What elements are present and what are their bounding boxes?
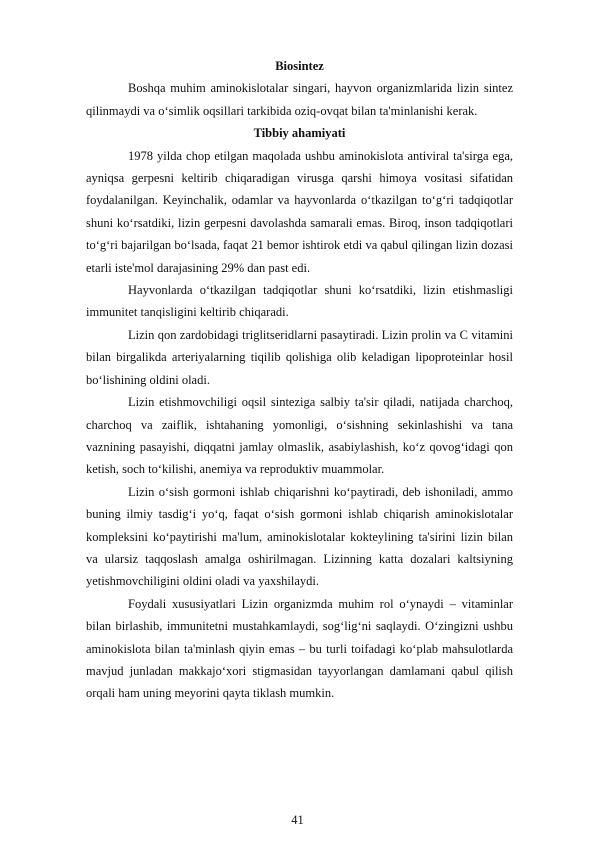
- paragraph: Lizin etishmovchiligi oqsil sinteziga salbiy ta'sir qiladi, natijada charchoq, charchoq va zaiflik, ishtahaning yomonligi, o‘sishning sekinlashishi va tana vaznining pasayishi, diqqatni jamlay olmaslik, asabiylashish, ko‘z qovog‘idagi qon ketish, soch to‘kilishi, anemiya va reproduktiv muammolar.: [86, 395, 513, 477]
- section-heading-biosintez: Biosintez: [275, 59, 324, 73]
- paragraph: 1978 yilda chop etilgan maqolada ushbu aminokislota antiviral ta'sirga ega, ayniqsa gerpesni keltirib chiqaradigan virusga qarshi himoya vositasi sifatidan foydalanilgan. Keyinchalik, odamlar va hayvonlarda o‘tkazilgan to‘g‘ri tadqiqotlar shuni ko‘rsatdiki, lizin gerpesni davolashda samarali emas. Biroq, inson tadqiqotlari to‘g‘ri bajarilgan bo‘lsada, faqat 21 bemor ishtirok etdi va qabul qilingan lizin dozasi etarli iste'mol darajasining 29% dan past edi.: [86, 148, 513, 275]
- paragraph: Boshqa muhim aminokislotalar singari, hayvon organizmlarida lizin sintez qilinmaydi va o‘simlik oqsillari tarkibida oziq-ovqat bilan ta'minlanishi kerak.: [86, 81, 513, 118]
- paragraph: Lizin qon zardobidagi triglitseridlarni pasaytiradi. Lizin prolin va C vitamini bilan birgalikda arteriyalarning tiqilib qolishiga olib keladigan lipoproteinlar hosil bo‘lishining oldini oladi.: [86, 327, 513, 387]
- paragraph: Lizin o‘sish gormoni ishlab chiqarishni ko‘paytiradi, deb ishoniladi, ammo buning ilmiy tasdig‘i yo‘q, faqat o‘sish gormoni ishlab chiqarish aminokislotalar kompleksini ko‘paytirishi ma'lum, aminokislotalar kokteylining ta'sirini lizin bilan va ularsiz taqqoslash amalga oshirilmagan. Lizinning katta dozalari kaltsiyning yetishmovchiligini oldini oladi va yaxshilaydi.: [86, 484, 513, 589]
- paragraph: Foydali xususiyatlari Lizin organizmda muhim rol o‘ynaydi – vitaminlar bilan birlashib, immunitetni mustahkamlaydi, sog‘lig‘ni saqlaydi. O‘zingizni ushbu aminokislota bilan ta'minlash qiyin emas – bu turli toifadagi ko‘plab mahsulotlarda mavjud junladan makkajo‘xori stigmasidan tayyorlangan damlamani qabul qilish orqali ham uning meyorini qayta tiklash mumkin.: [86, 596, 513, 701]
- page-number: 41: [291, 813, 304, 827]
- section-heading-tibbiy-ahamiyati: Tibbiy ahamiyati: [253, 126, 346, 141]
- document-page: [86, 55, 513, 705]
- paragraph: Hayvonlarda o‘tkazilgan tadqiqotlar shuni ko‘rsatdiki, lizin etishmasligi immunitet tanqisligini keltirib chiqaradi.: [86, 283, 513, 320]
